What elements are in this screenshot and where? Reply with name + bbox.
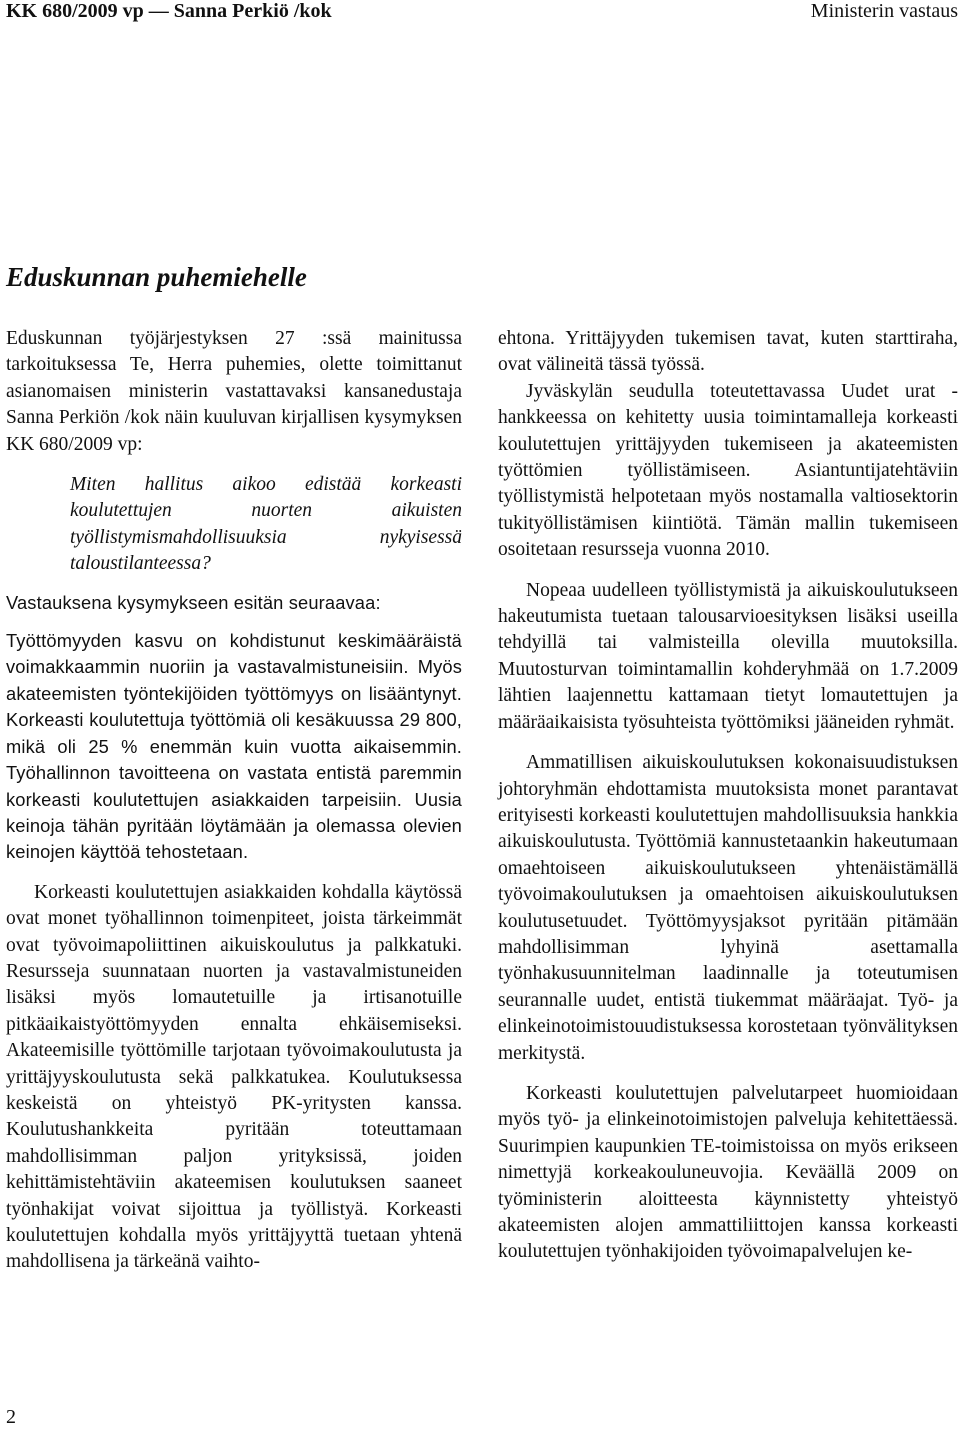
page-title: Eduskunnan puhemiehelle	[6, 262, 307, 292]
answer-intro: Vastauksena kysymykseen esitän seuraavaa:	[6, 591, 381, 613]
right-column	[498, 326, 958, 1266]
intro-paragraph: Eduskunnan työjärjestyksen 27 :ssä mainitussa tarkoituksessa Te, Herra puhemies, olette toimittanut asianomaisen ministerin vastattavaksi kansanedustaja Sanna Perkiön /kok näin kuuluvan kirjallisen kysymyksen KK 680/2009 vp:	[6, 328, 462, 455]
question-text: Miten hallitus aikoo edistää korkeasti koulutettujen nuorten aikuisten työllistymismahdollisuuksia nykyisessä taloustilanteessa?	[70, 474, 462, 575]
paragraph-6: Korkeasti koulutettujen palvelutarpeet huomioidaan myös työ- ja elinkeinotoimistojen palveluja kehitettäessä. Suurimpien kaupunkien TE-toimistoissa on myös erikseen nimettyjä korkeakouluneuvojia. Keväällä 2009 on työministerin aloitteesta käynnistetty yhteistyö akateemisten alojen ammattiliittojen kanssa korkeasti koulutettujen työnhakijoiden työvoimapalvelujen ke-	[498, 1082, 958, 1263]
header-document-id: KK 680/2009 vp — Sanna Perkiö /kok	[6, 0, 332, 22]
page-number: 2	[6, 1406, 16, 1428]
left-column	[6, 326, 462, 1276]
paragraph-3: Jyväskylän seudulla toteutettavassa Uudet urat -hankkeessa on kehitetty uusia toimintamalleja korkeasti koulutettujen yrittäjyyden tukemiseen ja akateemisten työttömien työllistämiseen. Asiantuntijatehtäviin työllistymistä helpotetaan myös nostamalla valtiosektorin tukityöllistämisen kiintiötä. Tämän mallin tukemiseen osoitetaan resursseja vuonna 2010.	[498, 380, 958, 561]
paragraph-2: Korkeasti koulutettujen asiakkaiden kohdalla käytössä ovat monet työhallinnon toimenpiteet, joista tärkeimmät ovat työvoimapoliittinen aikuiskoulutus ja palkkatuki. Resursseja suunnataan nuorten ja vastavalmistuneiden lisäksi myös lomautetuille ja irtisanotuille pitkäaikaistyöttömyyden ennalta ehkäisemiseksi. Akateemisille työttömille tarjotaan työvoimakoulutusta ja yrittäjyyskoulutusta sekä palkkatukea. Koulutuksessa keskeistä on yhteistyö PK-yritysten kanssa. Koulutushankkeita pyritään toteuttamaan mahdollisimman paljon yrityksissä, joiden kehittämistehtäviin akateemisen koulutuksen saaneet työnhakijat voivat sijoittua ja työllistyä. Korkeasti koulutettujen kohdalla myös yrittäjyyttä tuetaan yhtenä mahdollisena ja tärkeänä vaihto-	[6, 881, 462, 1273]
header-section-label: Ministerin vastaus	[810, 0, 958, 22]
paragraph-2-continued: ehtona. Yrittäjyyden tukemisen tavat, kuten starttiraha, ovat välineitä tässä työssä.	[498, 328, 958, 376]
paragraph-1: Työttömyyden kasvu on kohdistunut keskimääräistä voimakkaammin nuoriin ja vastavalmistuneisiin. Myös akateemisten työntekijöiden työttömyys on lisääntynyt. Korkeasti koulutettuja työttömiä oli kesäkuussa 29 800, mikä oli 25 % enemmän kuin vuotta aikaisemmin. Työhallinnon tavoitteena on vastata entistä paremmin korkeasti koulutettujen asiakkaiden tarpeisiin. Uusia keinoja tähän pyritään löytämään ja olemassa olevien keinojen käyttöä tehostetaan.	[6, 630, 462, 863]
paragraph-5: Ammatillisen aikuiskoulutuksen kokonaisuudistuksen johtoryhmän ehdottamista muutoksista monet parantavat erityisesti korkeasti koulutettujen mahdollisuuksia hankkia aikuiskoulutusta. Työttömiä kannustetaankin hakeutumaan omaehtoiseen aikuiskoulutukseen yhtenäistämällä työvoimakoulutuksen ja omaehtoisen aikuiskoulutuksen koulutusetuudet. Työttömyysjaksot pyritään pitämään mahdollisimman lyhyinä asettamalla työnhakusuunnitelman laadinnalle ja toteutumisen seurannalle uudet, entistä tiukemmat määräajat. Työ- ja elinkeinotoimistouudistuksessa korostetaan työnvälityksen merkitystä.	[498, 752, 958, 1064]
paragraph-4: Nopeaa uudelleen työllistymistä ja aikuiskoulutukseen hakeutumista tuetaan talousarvioesityksen lisäksi useilla tehdyillä tai valmisteilla olevilla muutoksilla. Muutosturvan toimintamallin kohderyhmää on 1.7.2009 lähtien laajennettu kattamaan tietyt lomautettujen ja määräaikaisista työsuhteista työttömiksi jääneiden ryhmät.	[498, 579, 958, 733]
